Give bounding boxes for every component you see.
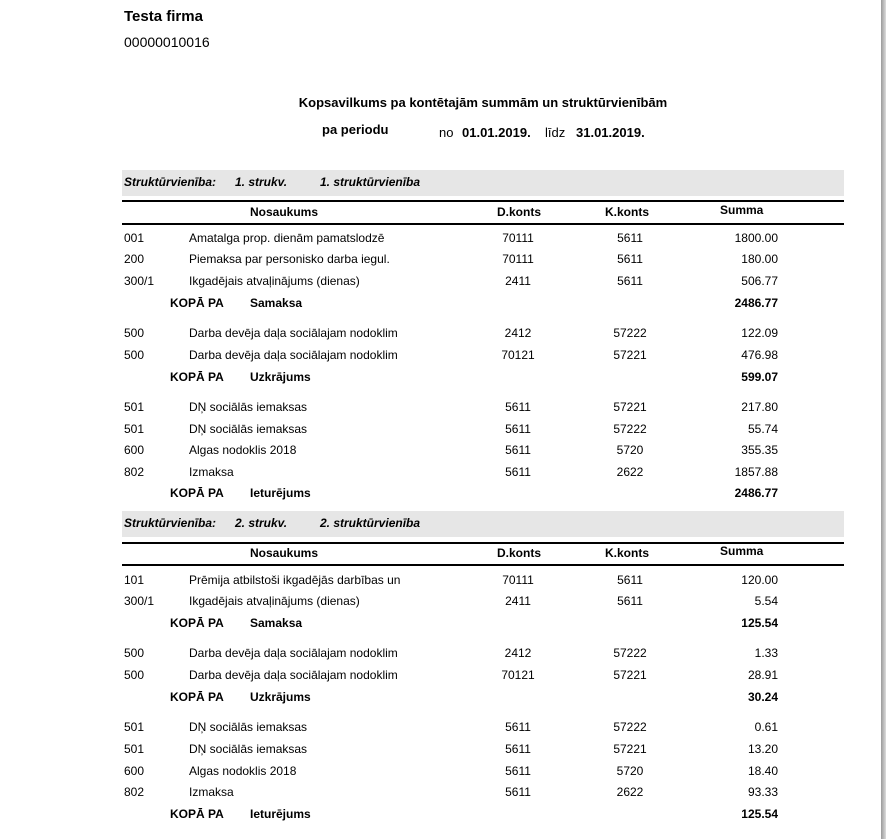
- table-row: [0, 443, 881, 463]
- row-debit: 5611: [505, 422, 531, 436]
- row-code: 500: [124, 326, 145, 340]
- row-credit: 57221: [613, 400, 647, 414]
- table-row: [0, 326, 881, 346]
- total-sum: 599.07: [741, 370, 778, 384]
- column-header-name: Nosaukums: [250, 546, 319, 560]
- row-name: DŅ sociālās iemaksas: [189, 422, 308, 436]
- column-header-credit: K.konts: [605, 546, 650, 560]
- group-total-row: [0, 296, 881, 316]
- unit-name: 1. struktūrvienība: [320, 175, 421, 189]
- row-sum: 5.54: [754, 594, 778, 608]
- row-code: 501: [124, 422, 145, 436]
- row-credit: 57222: [613, 326, 647, 340]
- row-code: 500: [124, 646, 145, 660]
- row-code: 802: [124, 465, 145, 479]
- row-debit: 70121: [501, 348, 535, 362]
- row-credit: 57222: [613, 720, 647, 734]
- group-total-row: [0, 690, 881, 710]
- table-row: [0, 231, 881, 251]
- row-credit: 57222: [613, 422, 647, 436]
- row-name: DŅ sociālās iemaksas: [189, 400, 308, 414]
- row-credit: 2622: [616, 465, 644, 479]
- row-sum: 0.61: [754, 720, 778, 734]
- row-name: DŅ sociālās iemaksas: [189, 720, 308, 734]
- column-header-credit: K.konts: [605, 205, 650, 219]
- table-row: [0, 720, 881, 740]
- row-credit: 5720: [616, 443, 644, 457]
- table-row: [0, 252, 881, 272]
- table-row: [0, 465, 881, 485]
- total-label: KOPĀ PA: [170, 296, 224, 310]
- row-debit: 5611: [505, 465, 531, 479]
- row-name: Darba devēja daļa sociālajam nodoklim: [189, 326, 398, 340]
- row-name: Darba devēja daļa sociālajam nodoklim: [189, 668, 398, 682]
- row-name: Izmaksa: [189, 785, 234, 799]
- row-credit: 57222: [613, 646, 647, 660]
- row-code: 501: [124, 720, 145, 734]
- row-credit: 5611: [617, 231, 643, 245]
- row-code: 501: [124, 400, 145, 414]
- row-name: Ikgadējais atvaļinājums (dienas): [189, 274, 360, 288]
- row-sum: 120.00: [741, 573, 778, 587]
- row-name: Algas nodoklis 2018: [189, 443, 297, 457]
- row-sum: 355.35: [741, 443, 778, 457]
- table-row: [0, 785, 881, 805]
- row-credit: 57221: [613, 668, 647, 682]
- unit-label: Struktūrvienība:: [124, 175, 217, 189]
- unit-code: 2. strukv.: [235, 516, 288, 530]
- row-debit: 5611: [505, 400, 531, 414]
- row-sum: 93.33: [747, 785, 778, 799]
- group-total-row: [0, 486, 881, 506]
- row-name: Ikgadējais atvaļinājums (dienas): [189, 594, 360, 608]
- total-sum: 2486.77: [734, 486, 778, 500]
- total-label: KOPĀ PA: [170, 690, 224, 704]
- row-sum: 28.91: [747, 668, 778, 682]
- unit-header: [122, 511, 844, 537]
- row-credit: 5611: [617, 274, 643, 288]
- row-debit: 2412: [504, 326, 532, 340]
- table-row: [0, 742, 881, 762]
- row-debit: 70111: [502, 231, 534, 245]
- total-sum: 125.54: [741, 807, 778, 821]
- row-sum: 180.00: [741, 252, 778, 266]
- row-name: Amatalga prop. dienām pamatslodzē: [189, 231, 385, 245]
- row-sum: 55.74: [747, 422, 778, 436]
- row-code: 200: [124, 252, 145, 266]
- row-name: Prēmija atbilstoši ikgadējās darbības un: [189, 573, 401, 587]
- unit-name: 2. struktūrvienība: [320, 516, 421, 530]
- row-name: Algas nodoklis 2018: [189, 764, 297, 778]
- column-header-name: Nosaukums: [250, 205, 319, 219]
- table-row: [0, 646, 881, 666]
- total-name: Ieturējums: [250, 807, 311, 821]
- row-code: 500: [124, 348, 145, 362]
- column-header-debit: D.konts: [497, 205, 542, 219]
- row-credit: 5720: [616, 764, 644, 778]
- total-label: KOPĀ PA: [170, 486, 224, 500]
- row-debit: 2411: [505, 594, 531, 608]
- company-reg-no: 00000010016: [124, 34, 210, 50]
- row-sum: 18.40: [747, 764, 778, 778]
- row-debit: 5611: [505, 742, 531, 756]
- row-name: Darba devēja daļa sociālajam nodoklim: [189, 646, 398, 660]
- total-sum: 30.24: [747, 690, 778, 704]
- row-credit: 2622: [616, 785, 644, 799]
- total-name: Ieturējums: [250, 486, 311, 500]
- header-rule: [122, 200, 844, 202]
- total-name: Uzkrājums: [250, 370, 311, 384]
- table-row: [0, 573, 881, 593]
- page-shadow: [881, 0, 886, 839]
- total-name: Samaksa: [250, 616, 303, 630]
- row-credit: 5611: [617, 252, 643, 266]
- row-sum: 1.33: [754, 646, 778, 660]
- row-credit: 57221: [613, 348, 647, 362]
- column-header-debit: D.konts: [497, 546, 542, 560]
- row-debit: 2412: [504, 646, 532, 660]
- row-name: Izmaksa: [189, 465, 234, 479]
- row-debit: 5611: [505, 785, 531, 799]
- total-name: Uzkrājums: [250, 690, 311, 704]
- row-debit: 2411: [505, 274, 531, 288]
- row-debit: 70111: [502, 573, 534, 587]
- row-name: Piemaksa par personisko darba iegul.: [189, 252, 390, 266]
- row-debit: 5611: [505, 443, 531, 457]
- table-row: [0, 668, 881, 688]
- row-debit: 5611: [505, 764, 531, 778]
- row-sum: 506.77: [741, 274, 778, 288]
- total-label: KOPĀ PA: [170, 807, 224, 821]
- report-title: Kopsavilkums pa kontētajām summām un struktūrvienībām: [298, 95, 668, 110]
- unit-label: Struktūrvienība:: [124, 516, 217, 530]
- row-sum: 1857.88: [734, 465, 778, 479]
- period-from-date: 01.01.2019.: [462, 125, 531, 140]
- row-sum: 217.80: [741, 400, 778, 414]
- row-code: 802: [124, 785, 145, 799]
- total-label: KOPĀ PA: [170, 616, 224, 630]
- row-credit: 5611: [617, 594, 643, 608]
- group-total-row: [0, 807, 881, 827]
- table-row: [0, 764, 881, 784]
- row-credit: 57221: [613, 742, 647, 756]
- period-to-word: līdz: [545, 125, 566, 140]
- table-row: [0, 274, 881, 294]
- total-name: Samaksa: [250, 296, 303, 310]
- row-sum: 122.09: [741, 326, 778, 340]
- header-rule: [122, 564, 844, 566]
- group-total-row: [0, 370, 881, 390]
- total-sum: 2486.77: [734, 296, 778, 310]
- unit-code: 1. strukv.: [235, 175, 288, 189]
- total-label: KOPĀ PA: [170, 370, 224, 384]
- row-sum: 13.20: [747, 742, 778, 756]
- column-header-sum: Summa: [720, 544, 764, 558]
- table-row: [0, 594, 881, 614]
- row-credit: 5611: [617, 573, 643, 587]
- row-name: DŅ sociālās iemaksas: [189, 742, 308, 756]
- row-code: 600: [124, 443, 145, 457]
- period-label: pa periodu: [322, 122, 389, 137]
- row-name: Darba devēja daļa sociālajam nodoklim: [189, 348, 398, 362]
- row-code: 300/1: [124, 594, 155, 608]
- row-sum: 476.98: [741, 348, 778, 362]
- row-debit: 70111: [502, 252, 534, 266]
- total-sum: 125.54: [741, 616, 778, 630]
- row-code: 101: [124, 573, 145, 587]
- period-from-word: no: [439, 125, 454, 140]
- row-sum: 1800.00: [734, 231, 778, 245]
- row-code: 501: [124, 742, 145, 756]
- row-debit: 70121: [501, 668, 535, 682]
- row-code: 001: [124, 231, 145, 245]
- table-row: [0, 348, 881, 368]
- table-row: [0, 422, 881, 442]
- group-total-row: [0, 616, 881, 636]
- period-to-date: 31.01.2019.: [576, 125, 645, 140]
- company-name: Testa firma: [124, 8, 203, 25]
- unit-header: [122, 170, 844, 196]
- row-code: 500: [124, 668, 145, 682]
- header-rule: [122, 223, 844, 225]
- row-debit: 5611: [505, 720, 531, 734]
- row-code: 300/1: [124, 274, 155, 288]
- column-header-sum: Summa: [720, 203, 764, 217]
- table-row: [0, 400, 881, 420]
- row-code: 600: [124, 764, 145, 778]
